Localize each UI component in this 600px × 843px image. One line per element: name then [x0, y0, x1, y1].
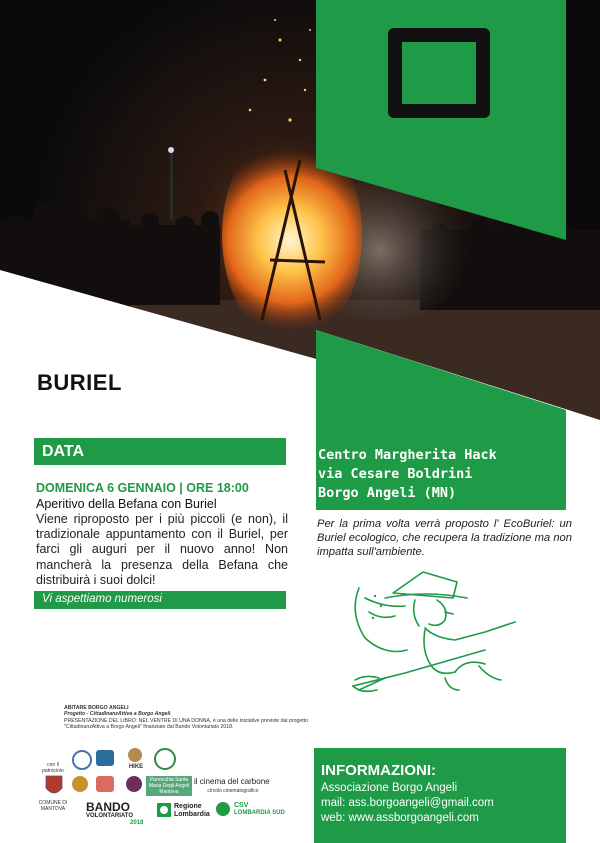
association-logo-3: [154, 748, 176, 770]
witch-illustration: [345, 568, 530, 703]
welcome-text: Vi aspettiamo numerosi: [42, 593, 162, 605]
association-logo-6: [126, 776, 142, 792]
data-section-bar: [34, 438, 286, 465]
location-address: [318, 446, 497, 503]
credits-org: ABITARE BORGO ANGELI: [64, 705, 129, 711]
bando-sub-text: VOLONTARIATO: [86, 813, 133, 819]
location-line-1: Centro Margherita Hack: [318, 447, 497, 463]
regione-logo-icon: [156, 802, 172, 818]
location-line-2: via Cesare Boldrini: [318, 466, 473, 482]
hike-logo-icon: [128, 748, 142, 762]
comune-label: COMUNE DI MANTOVA: [38, 800, 68, 812]
credits-project: Progetto - CittadinanzAttiva a Borgo Angeli: [64, 711, 171, 718]
event-description: Viene riproposto per i più piccoli (e non), il tradizionale appuntamento con il Buriel, per farci gli auguri per il nuovo anno! Non mancherà la presenza della Befana che distribuirà i suoi dolci!: [36, 512, 288, 587]
location-line-3: Borgo Angeli (MN): [318, 485, 457, 501]
cinema-logo-text: il cinema del carbone: [194, 777, 270, 786]
bando-text: BANDO: [86, 800, 130, 814]
cinema-sub-text: circolo cinematografico: [207, 788, 259, 794]
regione-sub: Lombardia: [174, 811, 210, 818]
bando-year-text: 2018: [130, 820, 144, 826]
csv-name: CSV: [234, 802, 249, 809]
hike-label: HIKE: [128, 764, 144, 770]
event-date-time: DOMENICA 6 GENNAIO | ORE 18:00: [36, 481, 249, 495]
event-subtitle: Aperitivo della Befana con Buriel: [36, 497, 217, 511]
csv-logo-icon: [216, 802, 230, 816]
data-section-label: DATA: [42, 443, 85, 460]
association-logo-4: [72, 776, 88, 792]
info-web[interactable]: web: www.assborgoangeli.com: [321, 812, 479, 824]
comune-crest-icon: [44, 774, 64, 798]
info-title: INFORMAZIONI:: [321, 762, 436, 779]
event-title: BURIEL: [37, 370, 122, 395]
sponsor-logos: [38, 740, 298, 835]
bando-logo: [86, 800, 158, 828]
parish-label: Parrocchia Santa Maria Degli Angeli Mantova: [146, 776, 192, 796]
csv-sub: LOMBARDIA SUD: [234, 810, 285, 816]
credits-text: PRESENTAZIONE DEL LIBRO: NEL VENTRE DI UNA DONNA, è una delle iniziative previste dal progetto "CittadinanzAttiva a Borgo Angeli" finanziato dal Bando Volontariato 2018.: [64, 717, 308, 731]
info-box: [314, 748, 566, 843]
association-logo-1: [72, 750, 92, 770]
info-association: Associazione Borgo Angeli: [321, 782, 458, 794]
credits: [64, 705, 314, 731]
info-mail[interactable]: mail: ass.borgoangeli@gmail.com: [321, 797, 494, 809]
eco-note: Per la prima volta verrà proposto l' EcoBuriel: un Buriel ecologico, che recupera la tradizione ma non impatta sull'ambiente.: [317, 518, 572, 558]
association-logo-5: [96, 776, 114, 792]
welcome-bar: [34, 591, 286, 609]
regione-name: Regione: [174, 803, 202, 810]
patronage-label: con il patrocinio: [42, 762, 64, 774]
association-logo-2: [96, 750, 114, 766]
